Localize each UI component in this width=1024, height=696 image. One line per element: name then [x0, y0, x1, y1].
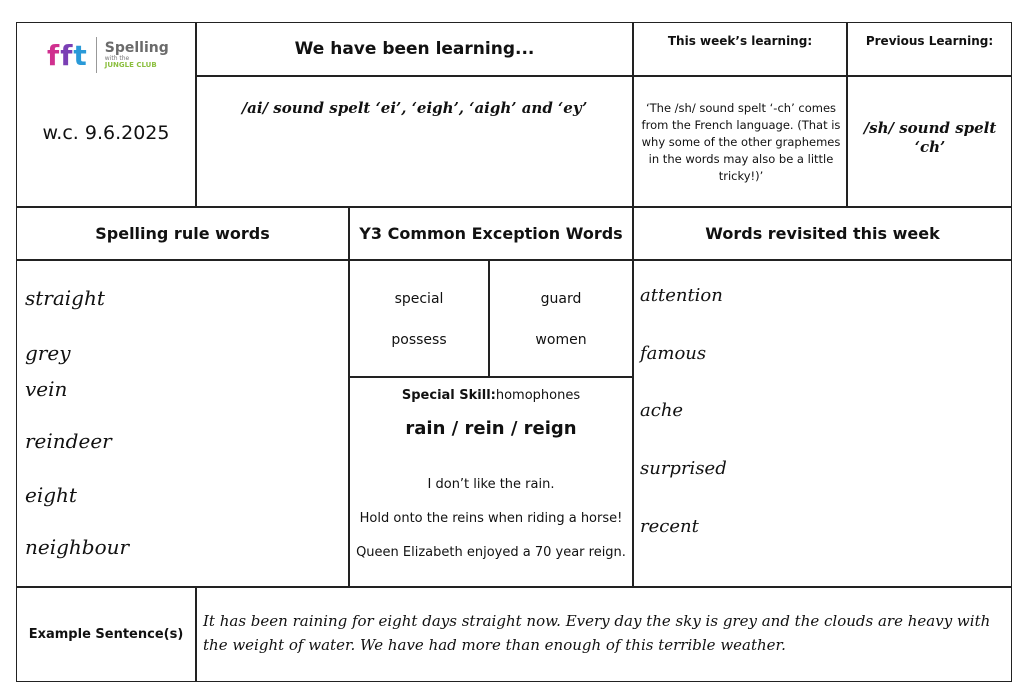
week-commencing-date: w.c. 9.6.2025	[42, 122, 170, 144]
previous-title: Previous Learning:	[865, 34, 994, 48]
logo-line-1: Spelling	[104, 39, 169, 56]
revisited-word: surprised	[640, 458, 727, 479]
divider	[632, 23, 634, 586]
homophone-sentence: Hold onto the reins when riding a horse!	[359, 510, 623, 526]
divider	[195, 587, 197, 681]
revisited-word: attention	[640, 285, 723, 306]
logo-line-3: JUNGLE CLUB	[104, 60, 157, 69]
homophone-words: rain / rein / reign	[405, 417, 577, 439]
logo-separator	[96, 37, 97, 73]
exception-word: possess	[391, 332, 447, 348]
this-week-title: This week’s learning:	[667, 34, 813, 48]
fft-logo	[47, 37, 169, 73]
rule-word: neighbour	[25, 535, 130, 559]
this-week-text: ‘The /sh/ sound spelt ‘-ch’ comes from the French language. (That is why some of the other graphemes in the words may also be a little tricky!)’	[641, 100, 841, 183]
rule-word: grey	[25, 341, 71, 365]
rule-word: vein	[25, 377, 68, 401]
rule-word: straight	[25, 286, 105, 310]
fft-logo-mark: fft	[47, 38, 88, 72]
revisited-title: Words revisited this week	[705, 223, 940, 243]
revisited-word: famous	[640, 343, 707, 364]
homophone-sentence: I don’t like the rain.	[427, 476, 555, 492]
learning-focus: /ai/ sound spelt ‘ei’, ‘eigh’, ‘aigh’ and ‘ey’	[241, 99, 588, 117]
example-label: Example Sentence(s)	[28, 626, 184, 642]
special-skill-label: Special Skill:	[401, 387, 496, 403]
learning-title: We have been learning...	[294, 39, 535, 59]
exception-word: special	[394, 291, 444, 307]
previous-text: /sh/ sound spelt ‘ch’	[863, 119, 997, 156]
rule-words-title: Spelling rule words	[95, 223, 270, 243]
special-skill-heading	[350, 383, 632, 407]
divider	[17, 259, 1011, 261]
revisited-word: recent	[640, 516, 699, 537]
divider	[348, 376, 633, 378]
rule-word: reindeer	[25, 429, 112, 453]
spelling-sheet	[16, 22, 1012, 682]
logo-text	[105, 41, 169, 69]
logo-line-2: with the	[104, 54, 130, 62]
special-skill-topic: homophones	[495, 387, 581, 403]
exception-word: guard	[540, 291, 582, 307]
exception-title: Y3 Common Exception Words	[359, 223, 623, 243]
revisited-word: ache	[640, 400, 684, 421]
example-text: It has been raining for eight days straight now. Every day the sky is grey and the clouds are heavy with the weight of water. We have had more than enough of this terrible weather.	[203, 612, 991, 654]
divider	[195, 75, 1011, 77]
homophone-sentence: Queen Elizabeth enjoyed a 70 year reign.	[356, 544, 626, 560]
exception-word: women	[535, 332, 587, 348]
rule-word: eight	[25, 483, 77, 507]
divider	[488, 260, 490, 377]
